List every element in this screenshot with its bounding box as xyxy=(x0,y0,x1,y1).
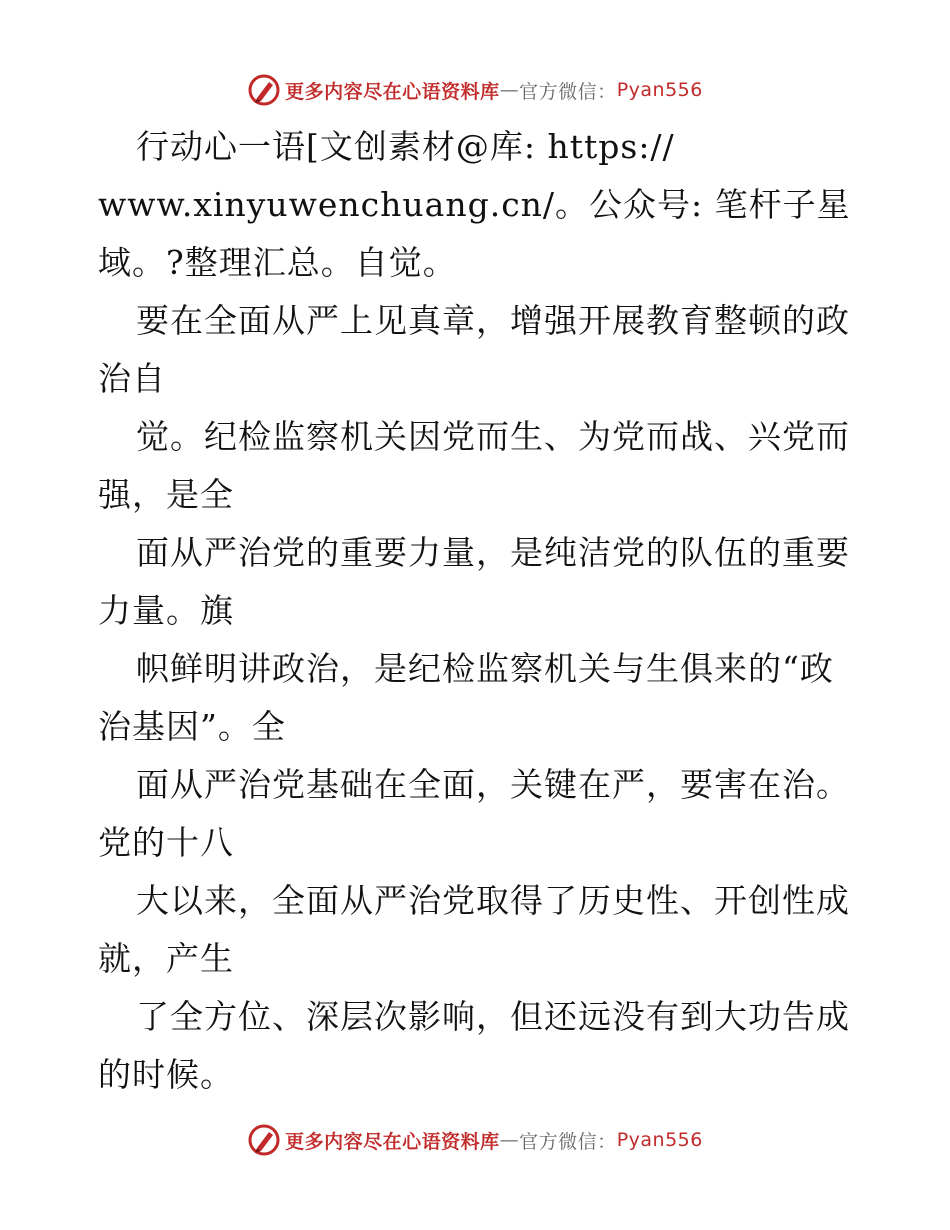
body-line: 的时候。 xyxy=(98,1055,234,1094)
body-line: 帜鲜明讲政治，是纪检监察机关与生俱来的“政 xyxy=(136,649,834,688)
body-line: 党的十八 xyxy=(98,823,234,862)
pen-logo-icon xyxy=(247,1123,281,1157)
body-line: 治基因”。全 xyxy=(98,707,286,746)
header-brand-text: 更多内容尽在心语资料库 xyxy=(285,80,500,103)
body-line: 了全方位、深层次影响，但还远没有到大功告成 xyxy=(136,997,850,1036)
pen-logo-icon xyxy=(247,73,281,107)
header-wechat-label: 官方微信： xyxy=(519,80,617,103)
body-line: 面从严治党基础在全面，关键在严，要害在治。 xyxy=(136,765,850,804)
footer-wechat-id: Pyan556 xyxy=(616,1129,703,1151)
footer-banner xyxy=(0,1118,950,1162)
body-line: 域。?整理汇总。自觉。 xyxy=(98,243,457,282)
body-line: 治自 xyxy=(98,359,166,398)
footer-brand-text: 更多内容尽在心语资料库 xyxy=(285,1130,500,1153)
footer-wechat-label: 官方微信： xyxy=(519,1130,617,1153)
body-line: 行动心一语[文创素材@库: https:// xyxy=(136,127,675,166)
footer-dash: — xyxy=(499,1129,520,1151)
body-line: 就，产生 xyxy=(98,939,234,978)
body-line: 大以来，全面从严治党取得了历史性、开创性成 xyxy=(136,881,850,920)
body-line: 力量。旗 xyxy=(98,591,234,630)
document-body xyxy=(98,118,858,1104)
body-line: 觉。纪检监察机关因党而生、为党而战、兴党而 xyxy=(136,417,850,456)
body-line: 强，是全 xyxy=(98,475,234,514)
header-dash: — xyxy=(499,79,520,101)
header-wechat-id: Pyan556 xyxy=(616,79,703,101)
body-line: www.xinyuwenchuang.cn/。公众号: 笔杆子星 xyxy=(98,185,851,224)
body-line: 要在全面从严上见真章，增强开展教育整顿的政 xyxy=(136,301,850,340)
body-line: 面从严治党的重要力量，是纯洁党的队伍的重要 xyxy=(136,533,850,572)
header-banner xyxy=(0,68,950,112)
